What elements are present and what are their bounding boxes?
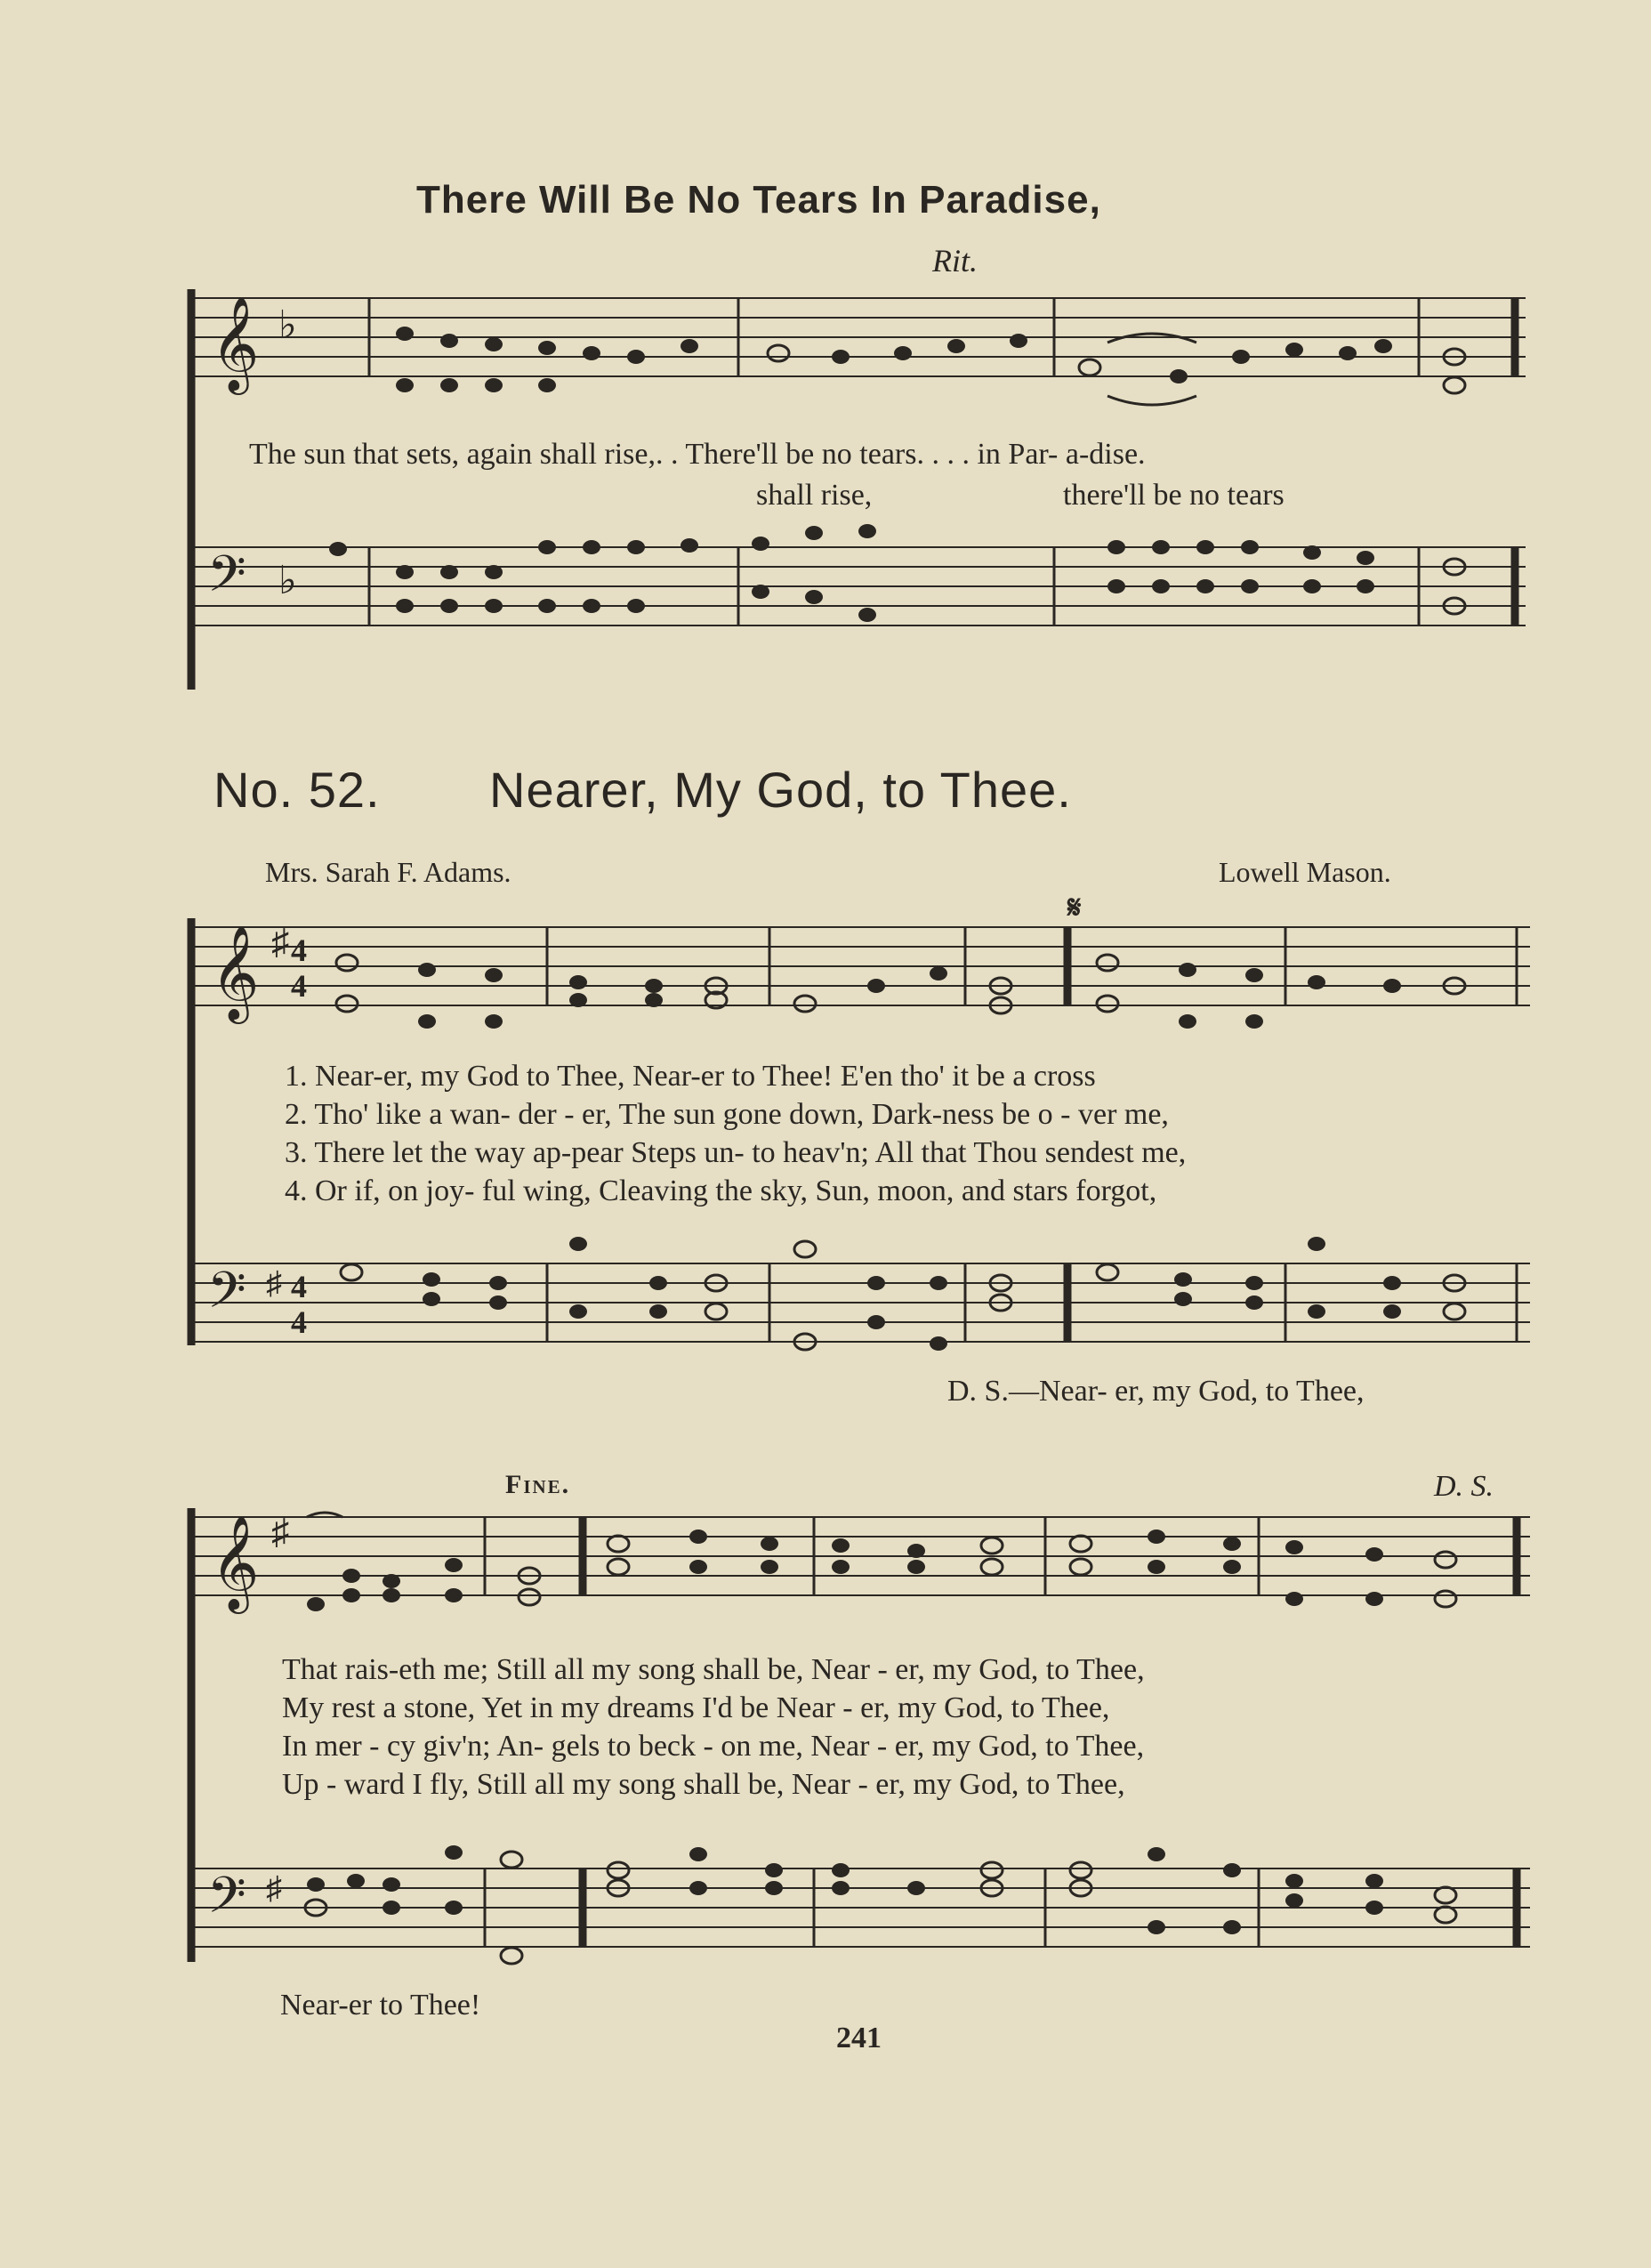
- top-treble-staff: [191, 289, 1526, 423]
- verse-lines-part1: [285, 1057, 1186, 1210]
- ending-lyric: Near-er to Thee!: [280, 1989, 481, 2022]
- verse1-part1: 1. Near-er, my God to Thee, Near-er to Thee! E'en tho' it be a cross: [285, 1060, 1096, 1093]
- svg-text:♯: ♯: [266, 1265, 282, 1301]
- verse3-part1: 3. There let the way ap-pear Steps un- to heav'n; All that Thou sendest me,: [285, 1136, 1187, 1169]
- svg-text:4: 4: [291, 968, 307, 1004]
- ritardando-mark: Rit.: [932, 243, 978, 278]
- verse-lines-part2: [282, 1651, 1145, 1804]
- hymn-system2-treble-staff: [191, 1508, 1530, 1642]
- composer: Lowell Mason.: [1219, 856, 1391, 888]
- svg-text:♭: ♭: [278, 559, 297, 602]
- verse3-part2: In mer - cy giv'n; An- gels to beck - on me, Near - er, my God, to Thee,: [282, 1730, 1145, 1763]
- dal-segno-label: D. S.: [1434, 1470, 1494, 1503]
- page-number: 241: [836, 2022, 882, 2054]
- svg-text:𝄢: 𝄢: [207, 1263, 246, 1330]
- svg-text:𝄞: 𝄞: [211, 1517, 260, 1608]
- svg-text:4: 4: [291, 1304, 307, 1340]
- svg-text:𝄢: 𝄢: [207, 546, 246, 614]
- svg-text:𝄋: 𝄋: [1067, 890, 1082, 925]
- hymn-system1-treble-staff: [191, 890, 1530, 1052]
- lyricist: Mrs. Sarah F. Adams.: [265, 856, 511, 888]
- ds-refrain-lyric: D. S.—Near- er, my God, to Thee,: [947, 1375, 1365, 1408]
- verse4-part1: 4. Or if, on joy- ful wing, Cleaving the sky, Sun, moon, and stars forgot,: [285, 1174, 1157, 1207]
- hymn-system2-bass-staff: [191, 1860, 1530, 2002]
- top-song-title: There Will Be No Tears In Paradise,: [416, 178, 1101, 222]
- top-lyric-main: The sun that sets, again shall rise,. . There'll be no tears. . . . in Par- a-dise.: [249, 438, 1146, 471]
- hymn-number: No. 52.: [213, 762, 381, 818]
- svg-text:𝄞: 𝄞: [211, 927, 260, 1018]
- svg-text:♭: ♭: [278, 303, 297, 347]
- svg-text:♯: ♯: [266, 1870, 282, 1906]
- verse2-part2: My rest a stone, Yet in my dreams I'd be Near - er, my God, to Thee,: [282, 1691, 1110, 1724]
- svg-text:𝄞: 𝄞: [211, 298, 260, 389]
- svg-text:𝄢: 𝄢: [207, 1868, 246, 1935]
- svg-text:♯: ♯: [271, 1512, 289, 1552]
- top-lyric-echo-1: shall rise,: [756, 479, 873, 512]
- svg-text:4: 4: [291, 1269, 307, 1304]
- verse2-part1: 2. Tho' like a wan- der - er, The sun gone down, Dark-ness be o - ver me,: [285, 1098, 1169, 1131]
- svg-text:♯: ♯: [271, 922, 289, 962]
- fine-label: Fine.: [505, 1470, 571, 1499]
- hymn-title: Nearer, My God, to Thee.: [489, 762, 1072, 818]
- svg-text:4: 4: [291, 932, 307, 968]
- verse1-part2: That rais-eth me; Still all my song shall be, Near - er, my God, to Thee,: [282, 1653, 1145, 1686]
- verse4-part2: Up - ward I fly, Still all my song shall be, Near - er, my God, to Thee,: [282, 1768, 1125, 1801]
- top-lyric-echo-2: there'll be no tears: [1063, 479, 1285, 512]
- top-bass-staff: [191, 538, 1526, 698]
